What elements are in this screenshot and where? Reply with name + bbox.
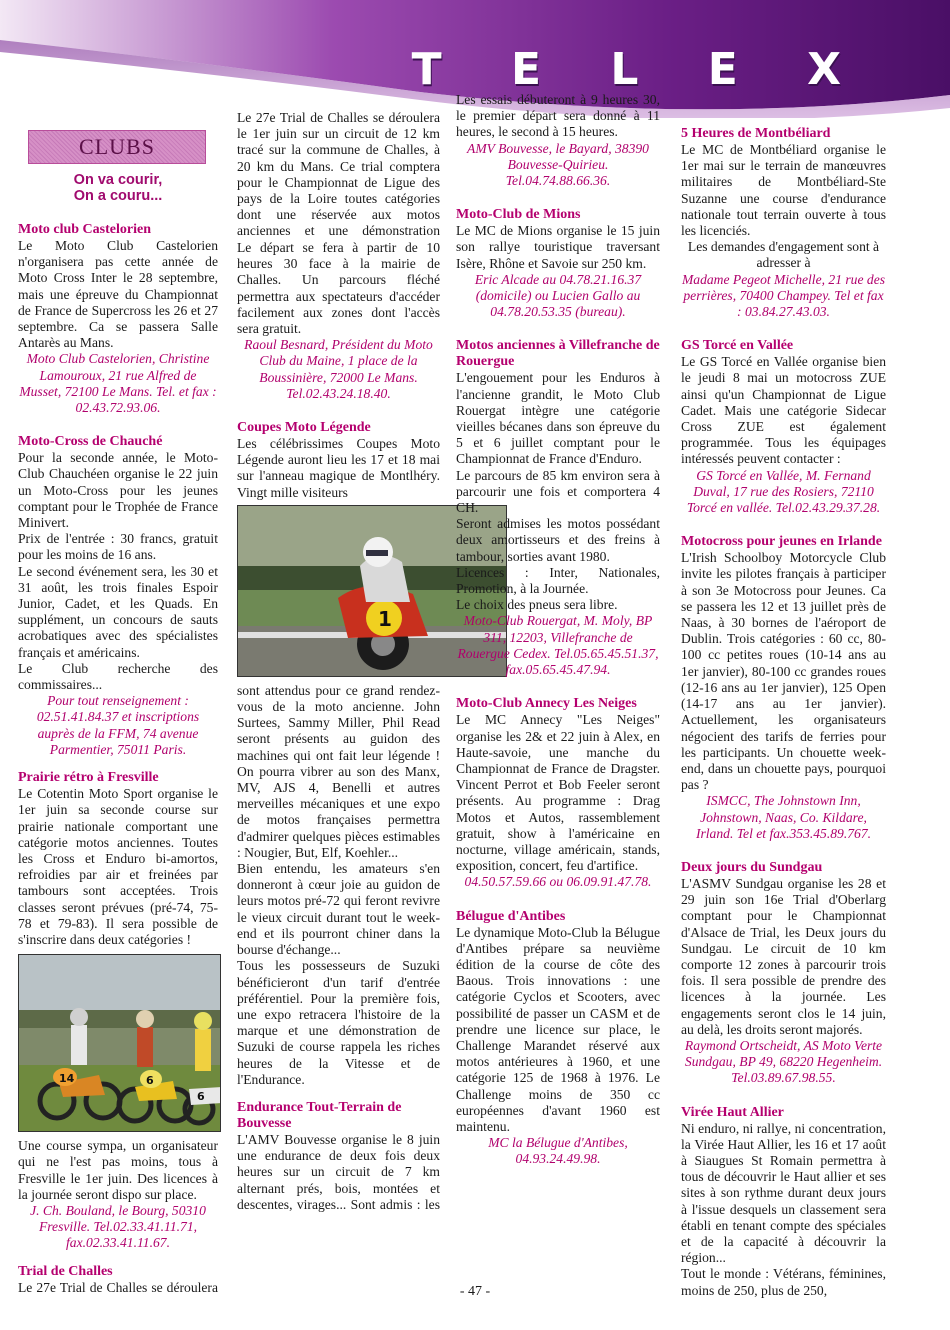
section-label: CLUBS (79, 133, 155, 159)
tagline-line-2: On a couru... (73, 188, 163, 204)
article-title: Coupes Moto Légende (237, 420, 371, 436)
article-title: 5 Heures de Montbéliard (681, 126, 831, 141)
article-title: Deux jours du Sundgau (681, 859, 823, 875)
article-body: Bien entendu, les amateurs s'en donneront à cœur joie au guidon de leurs motos pré-72 qui feront revivre le vieux circuit durant tout le week-end et ils pourront chiner dans la bourse d'échange... (237, 861, 440, 958)
column-3 (456, 92, 660, 1168)
bike-number: 14 (59, 1072, 75, 1086)
racer-number: 1 (378, 606, 392, 631)
article-body: Le second événement sera, les 30 et 31 août, les trois finales Espoir Junior, Cadet, et les Quads. En supplément, un concours de sauts acrobatiques avec des spécialistes français et américains. (18, 563, 218, 660)
article-body: L'engouement pour les Enduros à l'ancienne grandit, le Moto Club Rouergat intègre une catégorie vieilles bécanes dans son épreuve du 5 et 6 juillet comptant pour le Championnat de France d'Enduro. (456, 370, 660, 467)
article-body: Le 27e Trial de Challes se déroulera (18, 1279, 218, 1295)
article-contact: Moto Club Castelorien, Christine Lamouroux, 21 rue Alfred de Musset, 72100 Le Mans. Tel. et fax : 02.43.72.93.06. (19, 351, 217, 416)
article-title: Prairie rétro à Fresville (18, 770, 159, 786)
article-body: sont attendus pour ce grand rendez-vous de la moto ancienne. John Surtees, Sammy Miller, Phil Read seront présents au guidon des machines qui ont fait leur légende ! On pourra vibrer au son des Manx, MV, AJS 4, Benelli et autres merveilles mécaniques et une expo de motos françaises permettra d'admirer quelques pièces estimables : Nougier, But, Elf, Koehler... (237, 682, 440, 860)
article-body: Le dynamique Moto-Club la Bélugue d'Antibes prépare sa neuvième édition de la course de côte des Baous. Trois innovations : une catégorie Cyclos et Scooters, avec possibilité de passer un CASM et de prendre une licence sur place, le Challenge Marandet réservé aux motos antérieures à 1960, et une catégorie 125 de 1968 à 1976. Le Challenge moins de 350 cc européennes d'avant 1960 est maintenu. (456, 924, 660, 1134)
article-contact: Eric Alcade au 04.78.21.16.37 (domicile) ou Lucien Gallo au 04.78.20.53.35 (bureau). (474, 271, 642, 320)
column-4 (681, 126, 886, 1299)
motocross-bikes-photo (18, 954, 221, 1132)
tagline-line-1: On va courir, (73, 172, 163, 188)
article-contact: ISMCC, The Johnstown Inn, Johnstown, Naas, Co. Kildare, Irland. Tel et fax.353.45.89.767. (695, 793, 872, 841)
article-body: Prix de l'entrée : 30 francs, gratuit pour les moins de 16 ans. (18, 531, 218, 563)
article-contact: GS Torcé en Vallée, M. Fernand Duval, 17 rue des Rosiers, 72110 Torcé en vallée. Tel.02.43.29.37.28. (686, 467, 881, 516)
article-title: Virée Haut Allier (681, 1104, 784, 1120)
article-body: Le départ se fera à partir de 10 heures 30 face à la mairie de Challes. Un parcours fléché permettra aux spectateurs d'accéder facilement aux zones dont l'accès sera gratuit. (237, 240, 440, 337)
article-body: Le MC Annecy "Les Neiges" organise les 2& et 22 juin à Alex, en Haute-savoie, une manche du Championnat de France de Dragster. Vincent Perrot et Bob Feeler seront présents. Au programme : Drag Motos et Autos, rassemblement gratuit, show à l'américaine en nocturne, village américain, stands, exposition, concert, feu d'artifice. (456, 712, 660, 874)
article-contact: 04.50.57.59.66 ou 06.09.91.47.78. (464, 874, 652, 890)
article-title: Motos anciennes à Villefranche de Rouergue (456, 338, 660, 370)
bike-number: 6 (197, 1090, 205, 1104)
page-number: - 47 - (459, 1284, 491, 1299)
article-body: Pour la seconde année, le Moto-Club Chauchéen organise le 22 juin un Moto-Cross pour les jeunes comptant pour le Trophée de France Minivert. (18, 450, 218, 531)
article-contact: Moto-Club Rouergat, M. Moly, BP 311, 12203, Villefranche de Rouergue Cedex. Tel.05.65.45.51.37, fax.05.65.45.47.94. (457, 613, 659, 678)
article-body: Le Moto Club Castelorien n'organisera pas cette année de Moto Cross Inter le 28 septembre, mais une épreuve du Championnat de France de Supercross les 26 et 27 septembre. Ca se passera Salle Antarès au Mans. (18, 238, 218, 351)
article-body-continued: Le 27e Trial de Challes se déroulera le 1er juin sur un circuit de 12 km tracé sur la commune de Challes, à 20 km du Mans. Ce trial comptera pour le Championnat de Ligue des pays de la Loire toutes catégories dont une réservée aux motos anciennes et une démonstration (237, 110, 440, 239)
article-contact: Raymond Ortscheidt, AS Moto Verte Sundgau, BP 49, 68220 Hegenheim. Tel.03.89.67.98.55. (684, 1037, 883, 1086)
article-contact: J. Ch. Bouland, le Bourg, 50310 Fresville. Tel.02.33.41.11.71, fax.02.33.41.11.67. (30, 1202, 206, 1251)
article-body: Licences : Inter, Nationales, Promotion, à la Journée. (456, 564, 660, 597)
article-body: Le Club recherche des commissaires... (18, 660, 218, 693)
article-body: L'AMV Bouvesse organise le 8 juin une endurance de deux fois deux heures sur un circuit de 7 km alternant prés, bois, montées et descentes, virages... Sont admis : les (237, 1131, 440, 1212)
column-2 (237, 110, 440, 1214)
column-1 (18, 126, 218, 1296)
article-body: Le Cotentin Moto Sport organise le 1er juin sa seconde course sur prairie nationale comportant une catégorie motos anciennes. Toutes les Cross et Enduro bi-amortos, refroidies par air et freinées par tambours sont acceptées. Trois classes seront prévues (pré-74, 75-78 et 79-83). Il sera possible de s'inscrire dans deux catégories ! (18, 786, 218, 947)
article-body: Une course sympa, un organisateur qui ne l'est pas moins, tous à Fresville le 1er juin. Des licences à la journée seront dispo sur place. (18, 1138, 218, 1202)
article-body: Le GS Torcé en Vallée organise bien le jeudi 8 mai un motocross ZUE ainsi qu'un Championnat de Ligue Cadet. Mais une catégorie Sidecar Cross ZUE est également programmée. Tous les équipages intéressés peuvent contacter : (681, 354, 886, 467)
article-body: Le MC de Mions organise le 15 juin son rallye touristique traversant Isère, Rhône et Savoie sur 250 km. (456, 223, 660, 271)
article-title: Motocross pour jeunes en Irlande (681, 534, 882, 550)
article-title: Moto-Club Annecy Les Neiges (456, 696, 637, 712)
article-body: Les essais débuteront à 9 heures 30, le premier départ sera donné à 11 heures, le second à 15 heures. (456, 92, 660, 140)
article-body: L'Irish Schoolboy Motorcycle Club invite les pilotes français à participer à son 3e Motocross pour Jeunes. Ca se passera les 12 et 13 juillet près de Naas, à 30 bornes de l'aéroport de Dublin. Trois catégories : 60 cc, 80-100 cc petites roues (10-14 ans au 1er janvier), 80-100 cc grandes roues (12-16 ans au 1er janvier), 125 Open (14-17 ans au 1er janvier). Actuellement, les organisateurs négocient des tarifs de ferries pour les participants. Un chouette week-end, dans un chouette pays, pourquoi pas ? (681, 550, 886, 793)
article-body: Le MC de Montbéliard organise le 1er mai sur le terrain de manœuvres militaires de Montbéliard-Ste Suzanne une course d'endurance nationale tout terrain ouverte à tous les licenciés. (681, 142, 886, 239)
article-body: Le parcours de 85 km environ sera à parcourir une fois et comportera 4 CH. (456, 467, 660, 516)
article-title: Moto club Castelorien (18, 222, 151, 237)
article-title: Bélugue d'Antibes (456, 908, 566, 924)
article-body: Le choix des pneus sera libre. (456, 597, 618, 613)
article-title: Trial de Challes (18, 1263, 113, 1279)
article-contact: Pour tout renseignement : 02.51.41.84.37 et inscriptions auprès de la FFM, 74 avenue Parmentier, 75011 Paris. (36, 693, 200, 757)
article-body: Les célébrissimes Coupes Moto Légende auront lieu les 17 et 18 mai sur l'anneau magique de Montlhéry. Vingt mille visiteurs (237, 436, 440, 500)
article-contact: MC la Bélugue d'Antibes, 04.93.24.49.98. (488, 1135, 628, 1167)
section-label-box (28, 130, 206, 164)
page-title: T E L E X (411, 44, 868, 95)
article-body: Seront admises les motos possédant deux amortisseurs et des freins à tambour, sorties avant 1980. (456, 516, 660, 564)
article-title: Endurance Tout-Terrain de Bouvesse (237, 1099, 402, 1131)
article-body: Les demandes d'engagement sont à adresser à (687, 239, 880, 271)
article-body: L'ASMV Sundgau organise les 28 et 29 juin son 16e Trial d'Oberlarg comptant pour le Championnat d'Alsace de Trial, les Deux jours du Sundgau. Le circuit de 10 km comporte 12 zones à parcourir trois fois. Il sera possible de prendre des licences à la journée. Les engagements seront clos le 14 juin, au delà, les droits seront majorés. (681, 875, 886, 1037)
article-body: Tout le monde : Vétérans, féminines, moins de 250, plus de 250, (681, 1266, 886, 1298)
article-body: Tous les possesseurs de Suzuki bénéficieront d'un tarif d'entrée préférentiel. Pour la première fois, une expo retracera l'histoire de la marque et une démonstration de Suzuki de course rappela les riches heures de la Vitesse et de l'Endurance. (237, 958, 440, 1087)
tagline (18, 172, 218, 204)
article-contact: Raoul Besnard, Président du Moto Club du Maine, 1 place de la Boussinière, 72000 Le Mans. Tel.02.43.24.18.40. (244, 337, 433, 401)
article-title: Moto-Club de Mions (456, 207, 581, 223)
article-contact: AMV Bouvesse, le Bayard, 38390 Bouvesse-Quirieu. Tel.04.74.88.66.36. (467, 140, 649, 189)
article-contact: Madame Pegeot Michelle, 21 rue des perrières, 70400 Champey. Tel et fax : 03.84.27.43.03. (681, 271, 886, 320)
article-title: Moto-Cross de Chauché (18, 434, 163, 450)
article-title: GS Torcé en Vallée (681, 338, 794, 354)
bike-number: 6 (146, 1074, 154, 1088)
article-body: Ni enduro, ni rallye, ni concentration, la Virée Haut Allier, les 16 et 17 août à Siaugues St Romain permettra à tous de découvrir le Haut allier et ses sites à son rythme durant deux jours à l'issue desquels un classement sera établi en tenant compte des spéciales et de la capacité à découvrir la région... (681, 1120, 886, 1266)
